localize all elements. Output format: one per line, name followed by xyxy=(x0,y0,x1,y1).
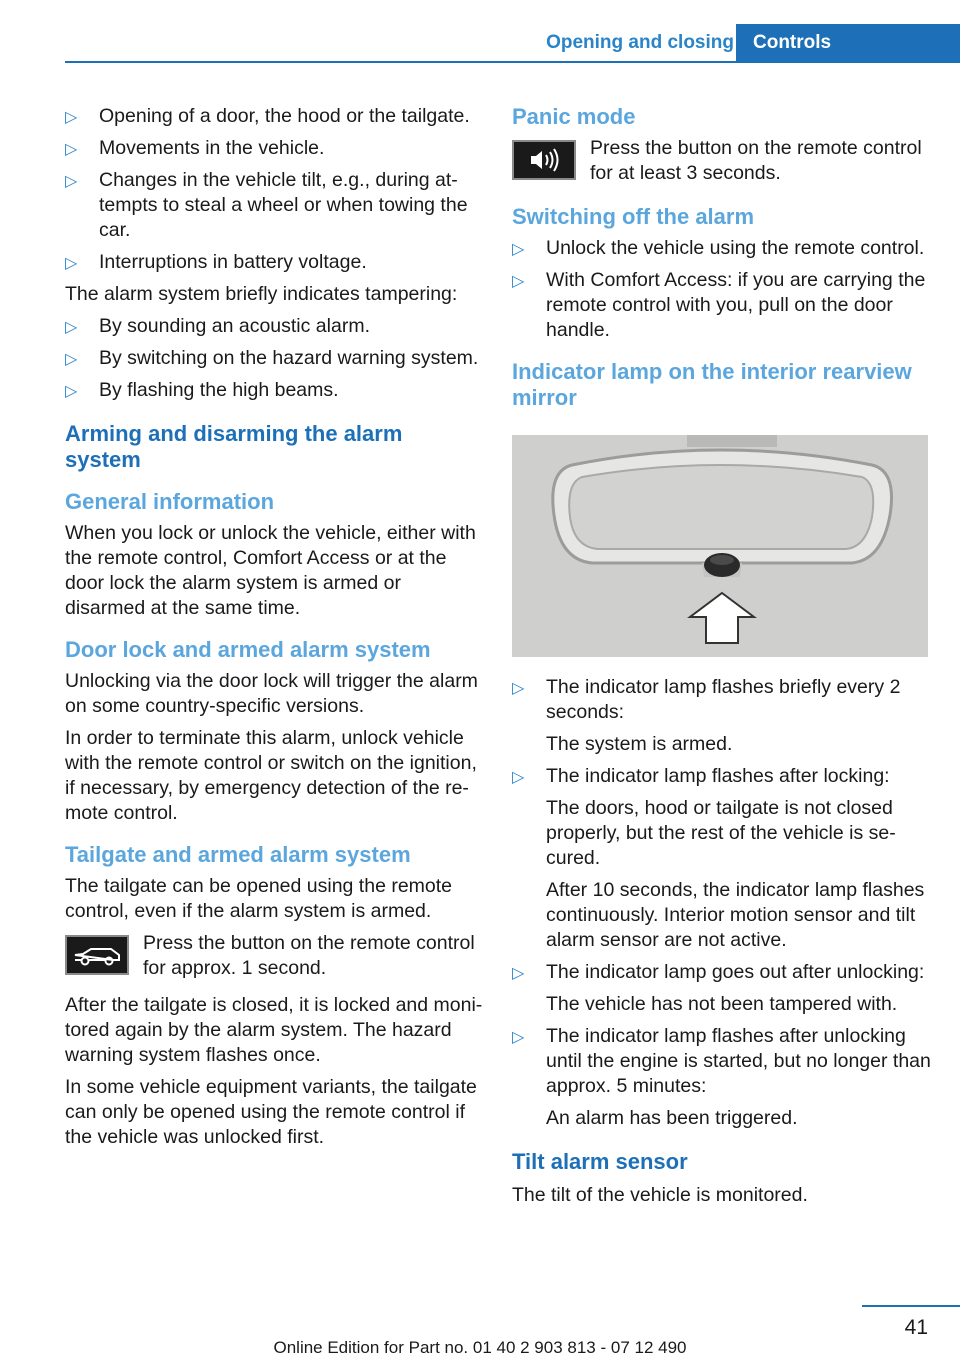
bullet-triangle-icon: ▷ xyxy=(65,255,78,272)
list-item: ▷ Changes in the vehicle tilt, e.g., during at-tempts to steal a wheel or when towing the car. xyxy=(65,169,468,241)
heading-tilt-alarm-sensor: Tilt alarm sensor xyxy=(512,1149,688,1174)
paragraph: When you lock or unlock the vehicle, either with the remote control, Comfort Access or at the door lock the alarm system is armed or disarmed at the same time. xyxy=(65,522,476,619)
left-column xyxy=(65,104,483,1157)
list-item: ▷ Movements in the vehicle. xyxy=(65,136,483,161)
page-number: 41 xyxy=(904,1316,928,1339)
list-item: ▷ The indicator lamp flashes after unlocking until the engine is started, but no longer than approx. 5 minutes: xyxy=(512,1025,931,1097)
right-column xyxy=(512,104,932,1215)
heading-indicator-lamp: Indicator lamp on the interior rearview mirror xyxy=(512,359,912,410)
bullet-triangle-icon: ▷ xyxy=(65,173,78,190)
bullet-triangle-icon: ▷ xyxy=(512,769,525,786)
footer-edition: Online Edition for Part no. 01 40 2 903 813 - 07 12 490 xyxy=(273,1338,687,1357)
bullet-triangle-icon: ▷ xyxy=(65,141,78,158)
paragraph: After the tailgate is closed, it is locked and moni-tored again by the alarm system. The hazard warning system flashes once. xyxy=(65,994,483,1066)
bullet-triangle-icon: ▷ xyxy=(512,273,525,290)
heading-panic-mode: Panic mode xyxy=(512,104,636,129)
list-item-detail: The vehicle has not been tampered with. xyxy=(546,993,898,1015)
header-rule xyxy=(65,61,960,63)
paragraph: Unlocking via the door lock will trigger the alarm on some country-specific versions. xyxy=(65,670,478,717)
list-item-detail: The system is armed. xyxy=(546,733,733,755)
header-tab-controls: Controls xyxy=(736,24,960,62)
paragraph: In order to terminate this alarm, unlock vehicle with the remote control or switch on the ignition, if necessary, by emergency detection of the re-mote control. xyxy=(65,727,477,824)
paragraph: The alarm system briefly indicates tampering: xyxy=(65,283,458,305)
list-item-detail: An alarm has been triggered. xyxy=(546,1107,798,1129)
list-item: ▷ Unlock the vehicle using the remote control. xyxy=(512,236,932,261)
panic-button-instruction: Press the button on the remote control for at least 3 seconds. xyxy=(512,136,932,188)
heading-tailgate: Tailgate and armed alarm system xyxy=(65,842,411,867)
heading-general-information: General information xyxy=(65,489,275,514)
speaker-icon xyxy=(512,140,576,180)
bullet-triangle-icon: ▷ xyxy=(512,965,525,982)
paragraph: In some vehicle equipment variants, the tailgate can only be opened using the remote control if the vehicle was unlocked first. xyxy=(65,1076,477,1148)
bullet-triangle-icon: ▷ xyxy=(65,109,78,126)
paragraph: The tailgate can be opened using the remote control, even if the alarm system is armed. xyxy=(65,875,453,922)
heading-arming: Arming and disarming the alarm system xyxy=(65,421,403,472)
footer-rule xyxy=(862,1305,960,1307)
list-item: ▷ By flashing the high beams. xyxy=(65,378,483,403)
list-item-detail: The doors, hood or tailgate is not closed properly, but the rest of the vehicle is se-cured. xyxy=(546,797,896,869)
list-item: ▷ By switching on the hazard warning system. xyxy=(65,346,483,371)
bullet-triangle-icon: ▷ xyxy=(65,383,78,400)
tailgate-button-instruction: Press the button on the remote control for approx. 1 second. xyxy=(65,931,483,983)
rearview-mirror-illustration xyxy=(512,435,928,657)
bullet-triangle-icon: ▷ xyxy=(512,680,525,697)
list-item: ▷ Opening of a door, the hood or the tailgate. xyxy=(65,104,483,129)
bullet-triangle-icon: ▷ xyxy=(65,351,78,368)
bullet-triangle-icon: ▷ xyxy=(65,319,78,336)
heading-door-lock: Door lock and armed alarm system xyxy=(65,637,431,662)
list-item: ▷ By sounding an acoustic alarm. xyxy=(65,314,483,339)
heading-switching-off: Switching off the alarm xyxy=(512,204,755,229)
bullet-triangle-icon: ▷ xyxy=(512,241,525,258)
list-item-detail: After 10 seconds, the indicator lamp flashes continuously. Interior motion sensor and tilt alarm sensor are not active. xyxy=(546,879,925,951)
bullet-triangle-icon: ▷ xyxy=(512,1029,525,1046)
list-item: ▷ The indicator lamp flashes briefly every 2 seconds: xyxy=(512,676,901,723)
list-item: ▷ The indicator lamp goes out after unlocking: xyxy=(512,960,932,985)
list-item: ▷ The indicator lamp flashes after locking: xyxy=(512,764,932,789)
paragraph: The tilt of the vehicle is monitored. xyxy=(512,1184,808,1206)
list-item: ▷ Interruptions in battery voltage. xyxy=(65,250,483,275)
header-section-title: Opening and closing xyxy=(546,32,734,53)
car-tailgate-icon xyxy=(65,935,129,975)
list-item: ▷ With Comfort Access: if you are carrying the remote control with you, pull on the door handle. xyxy=(512,269,926,341)
